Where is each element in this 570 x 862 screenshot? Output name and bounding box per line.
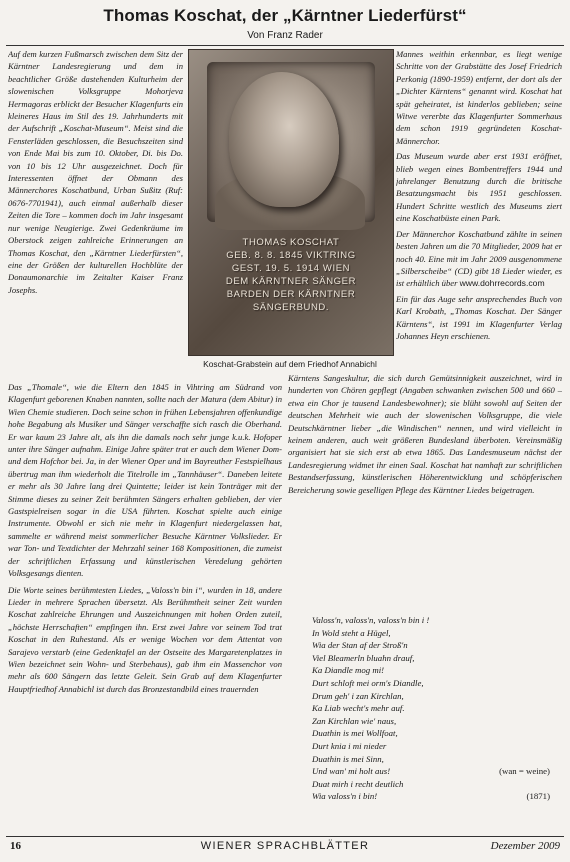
paragraph: Das Museum wurde aber erst 1931 eröffnet, blieb wegen eines Bombentreffers 1944 und jahrelanger Benutzung durch die britische Besatzungsmacht bis 1951 geschlossen. Hundert Schritte westlich des Museums ziert eine Koschatbüste einen Park. [396, 151, 562, 224]
poem-line: Duat mirh i recht deutlich [312, 778, 404, 789]
column-left-bottom [8, 381, 282, 831]
article-author: Von Franz Rader [247, 30, 323, 41]
grave-relief-image [188, 49, 394, 356]
poem-line: Wia der Stan af der Stroß'n [312, 640, 408, 651]
page-number: 16 [10, 840, 21, 852]
poem-line: Valoss'n, valoss'n, valoss'n bin i ! [312, 615, 430, 625]
paragraph: Das „Thomale“, wie die Eltern den 1845 in Vihtring am Südrand von Klagenfurt geborenen Knaben nannten, sollte nach der Matura (dem Abitur) in Wien Chemie studieren. Doch seine schon in frühen Lebensjahren offenkundige hohe Begabung als Musiker und Sänger verschaffte sich rasch die Oberhand. Er war kaum 23 Jahre alt, als ihn die damals noch sehr junge k.u.k. Hofoper unter ihre Sänger aufnahm. Einige Jahre später trat er auch dem Wiener Dom- und dem Hofchor bei. Ja, in der Wiener Oper und im Bayreuther Festspielhaus übertrug man ihm wiederholt die Titelrolle im „Tannhäuser“. Daneben leitete er mehr als 30 Jahre lang drei Quintette; leider ist kein Tonträger mit der Stimme dieses zu seiner Zeit berühmten Sängers erhalten geblieben, der vier Gastspielreisen sogar in die USA führten. Koschat spielte auch einige Instrumente. Obwohl er sich nie mehr in Klagenfurt niedergelassen hat, sammelte er während meist sommerlicher Besuche Kärntner Volkslieder. Er war Ton- und Textdichter der Mehrzahl seiner 168 Kompositionen, die zumeist der schriftlichen Erfassung und künstlerischen Veredelung gehörten Volksgesangs dienten. [8, 382, 282, 579]
inscription-line: BARDEN DER KÄRNTNER [226, 289, 356, 300]
inscription-line: THOMAS KOSCHAT [242, 237, 340, 248]
song-lyrics [312, 614, 562, 803]
poem-gloss: (wan = weine) [499, 766, 550, 777]
paragraph-text: Der Männerchor Koschatbund zählte in seinen besten Jahren um die 70 Mitglieder, 2009 hat er noch 40. Eine mit im Jahr 2009 ausgenommene „Silberscheibe“ (CD) gibt 18 Lieder wieder, es ist erhältlich über [396, 228, 562, 289]
figure-caption: Koschat-Grabstein auf dem Friedhof Annabichl [203, 359, 377, 369]
inscription-line: DEM KÄRNTNER SÄNGER [225, 276, 357, 287]
poem-line: Zan Kirchlan wie' naus, [312, 715, 397, 726]
issue-date: Dezember 2009 [490, 840, 560, 852]
poem-line: In Wold steht a Hügel, [312, 627, 391, 638]
footer-rule [6, 836, 564, 837]
poem-line: Durt knia i mi nieder [312, 740, 387, 751]
paragraph: Die Worte seines berühmtesten Liedes, „Valoss'n bin i“, wurden in 18, andere Lieder in mehrere Sprachen übersetzt. Als Berühmtheit seiner Zeit wurden Koschat zahlreiche Ehrungen und Auszeichnungen mit hohen Orden zuteil, „höchste Herrschaften“ empfingen ihn. Erst zwei Jahre vor seinem Tod trat Koschat in den Ruhestand. Als er wenige Wochen vor dem Attentat von Sarajevo verstarb (eine Gedenktafel an der Ostseite des Margaretenplatzes in Wien bezeichnet sein Wohn- und Sterbehaus), gab ihm ein Massenchor von mehr als 600 Sängern das letzte Geleit. Sein Grab auf dem Klagenfurter Hauptfriedhof Annabichl ist durch das Bronzestandbild eines trauernden [8, 584, 282, 694]
poem-line: Ka Diandle mog mi! [312, 665, 385, 676]
paragraph: Ein für das Auge sehr ansprechendes Buch von Karl Krobath, „Thomas Koschat. Der Sänger Kärntens“, ist 1991 im Klagenfurter Verlag Johannes Heyn erschienen. [396, 293, 562, 341]
column-left-top [8, 48, 183, 378]
poem-line [312, 790, 562, 803]
paragraph: Auf dem kurzen Fußmarsch zwischen dem Sitz der Kärntner Landesregierung und dem in beachtlicher Größe dastehenden Kulturheim der slowenischen Volksgruppe Mohorjeva Hermagoras erblickt der Besucher Klagenfurts ein kleineres Haus im Stil des 19. Jahrhunderts mit der Aufschrift „Koschat-Museum“. Meist sind die Fensterläden geschlossen, die Besuchszeiten sind von Ende Mai bis zum 10. Oktober, Di. bis Do. von 10 bis 12 Uhr ausgezeichnet. Doch für Interessenten öffnet der Obmann des Männerchores Koschatbund, Urban Sußitz (Ruf: 0676-7701941), auch einmal außerhalb dieser Zeiten die Tore – kommen doch im Jahr insgesamt nur wenige Neugierige. Zwei Gedenkräume im Oberstock zeigen zahlreiche Erinnerungen an Thomas Koschat, den „Kärntner Liederfürsten“, eine der Größen der kulturellen Hochblüte der Donaumonarchie im Zeitalter Kaiser Franz Josephs. [8, 49, 183, 295]
column-right-top [396, 48, 562, 372]
record-label-link[interactable]: www.dohrrecords.com [459, 278, 545, 289]
header-rule [6, 45, 564, 46]
paragraph [396, 228, 562, 290]
poem-line: Duathin is mei Wollfoat, [312, 728, 398, 739]
poem-year: (1871) [526, 791, 550, 802]
column-right-bottom [288, 372, 562, 612]
poem-line-text: Wia valoss'n i bin! [312, 791, 378, 802]
poem-line: Viel Bleamerln bluahn drauf, [312, 652, 415, 663]
poem-line: Ka Liab wecht's mehr auf. [312, 703, 405, 714]
inscription-line: GEST. 19. 5. 1914 WIEN [231, 263, 351, 274]
article-title: Thomas Koschat, der „Kärntner Liederfürst“ [103, 6, 467, 25]
poem-line: Duathin is mei Sinn, [312, 753, 384, 764]
inscription-line: SÄNGERBUND. [252, 302, 330, 313]
poem-line: Drum geh' i zan Kirchlan, [312, 690, 404, 701]
journal-name: WIENER SPRACHBLÄTTER [200, 840, 370, 852]
poem-line [312, 765, 562, 778]
relief-inscription [203, 236, 379, 314]
poem-line: Durt schloft mei orm's Diandle, [312, 677, 424, 688]
paragraph: Kärntens Sangeskultur, die sich durch Gemütsinnigkeit auszeichnet, wird in hunderten von Chören gepflegt (Angaben schwanken zwischen 500 und 660 – etwa ein Chor je tausend Landesbewohner); sie blüht sowohl auf Seiten der deutschen Mehrheit wie auch der slowenischen Volksgruppe, die viele Deutschkärntner lieber „die Windischen“ nennen, und wird vielleicht in keinem anderen, auch weit größeren Bundesland überboten. Vereinsmäßig organisiert hat sie sich erst ab etwa 1865. Das Landesmuseum nächst der Landesregierung widmet ihr einen Saal. Koschat hat namhaft zur schriftlichen Bestandserfassung, künstlerischen Höherentwicklung und schöpferischen Bereicherung sowie geselligen Pflege des Kärntner Liedes beigetragen. [288, 373, 562, 495]
paragraph: Mannes weithin erkennbar, es liegt wenige Schritte von der Grabstätte des Josef Friedrich Perkonig (1890-1959) entfernt, der dort als der „Dichter Kärntens“ genannt wird. Koschat hat spät geheiratet, ist kinderlos geblieben; seine Witwe vererbte das Klagenfurter Sommerhaus dem schon 1919 gegründeten Koschat-Männerchor. [396, 49, 562, 146]
relief-portrait-head [229, 72, 339, 207]
poem-line-text: Und wan' mi holt aus! [312, 766, 391, 777]
inscription-line: GEB. 8. 8. 1845 VIKTRING [226, 250, 356, 261]
